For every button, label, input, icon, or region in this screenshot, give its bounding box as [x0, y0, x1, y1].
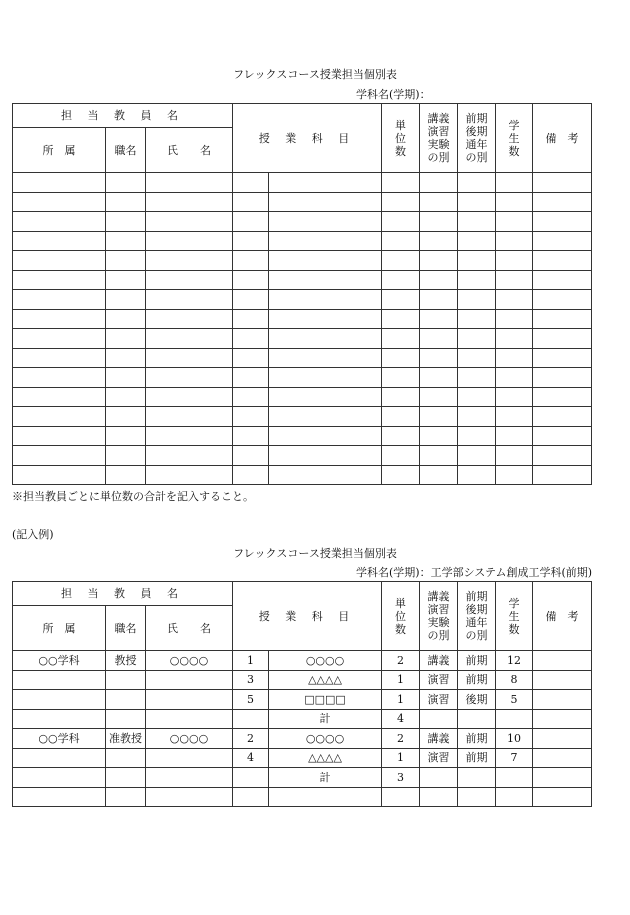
type-cell	[420, 709, 458, 729]
no-cell[interactable]	[233, 290, 269, 310]
term-cell[interactable]	[458, 446, 496, 466]
table-row	[13, 173, 592, 193]
table-row	[13, 446, 592, 466]
type-cell[interactable]	[420, 192, 458, 212]
affiliation-cell	[13, 787, 106, 807]
example-heading: (記入例)	[12, 528, 54, 541]
remarks-cell[interactable]	[533, 270, 592, 290]
rank-header: 職名	[106, 606, 146, 651]
subject-cell[interactable]	[269, 173, 382, 193]
name-cell[interactable]	[146, 212, 233, 232]
remarks-cell	[533, 787, 592, 807]
term-cell[interactable]	[458, 251, 496, 271]
no-cell: 5	[233, 690, 269, 710]
type-cell[interactable]	[420, 290, 458, 310]
rank-cell: 教授	[106, 651, 146, 671]
table-row	[13, 368, 592, 388]
rank-cell	[106, 748, 146, 768]
term-cell[interactable]	[458, 348, 496, 368]
table-row	[13, 426, 592, 446]
subject-cell[interactable]	[269, 192, 382, 212]
form-title: フレックスコース授業担当個別表	[233, 68, 397, 81]
table-row	[13, 309, 592, 329]
rank-cell[interactable]	[106, 270, 146, 290]
teacher-header: 担 当 教 員 名	[13, 104, 233, 128]
students-cell: 7	[496, 748, 533, 768]
table-row	[13, 709, 592, 729]
subject-cell[interactable]	[269, 270, 382, 290]
subject-cell[interactable]	[269, 465, 382, 485]
credits-cell[interactable]	[382, 192, 420, 212]
credits-cell: 2	[382, 651, 420, 671]
students-cell[interactable]	[496, 387, 533, 407]
no-cell: 4	[233, 748, 269, 768]
example-title: フレックスコース授業担当個別表	[233, 547, 397, 560]
subject-cell[interactable]	[269, 426, 382, 446]
affiliation-cell	[13, 768, 106, 788]
rank-cell	[106, 690, 146, 710]
name-cell	[146, 748, 233, 768]
affiliation-header: 所 属	[13, 606, 106, 651]
affiliation-cell	[13, 709, 106, 729]
name-cell[interactable]	[146, 368, 233, 388]
term-cell[interactable]	[458, 231, 496, 251]
credits-cell[interactable]	[382, 426, 420, 446]
rank-cell[interactable]	[106, 212, 146, 232]
remarks-header: 備 考	[533, 104, 592, 173]
subject-cell: ○○○○	[269, 651, 382, 671]
name-cell	[146, 690, 233, 710]
name-cell[interactable]	[146, 348, 233, 368]
no-cell[interactable]	[233, 173, 269, 193]
type-cell: 演習	[420, 748, 458, 768]
students-cell[interactable]	[496, 348, 533, 368]
remarks-cell[interactable]	[533, 387, 592, 407]
name-cell[interactable]	[146, 231, 233, 251]
remarks-cell[interactable]	[533, 251, 592, 271]
subject-cell	[269, 787, 382, 807]
example-table	[12, 581, 592, 807]
no-cell[interactable]	[233, 426, 269, 446]
term-cell[interactable]	[458, 173, 496, 193]
name-cell[interactable]	[146, 173, 233, 193]
no-cell[interactable]	[233, 309, 269, 329]
students-cell[interactable]	[496, 290, 533, 310]
credits-header: 単 位 数	[382, 582, 420, 651]
type-cell[interactable]	[420, 387, 458, 407]
credits-header: 単 位 数	[382, 104, 420, 173]
term-cell[interactable]	[458, 387, 496, 407]
term-cell[interactable]	[458, 270, 496, 290]
credits-cell[interactable]	[382, 309, 420, 329]
affiliation-header: 所 属	[13, 128, 106, 173]
term-cell: 前期	[458, 729, 496, 749]
rank-cell	[106, 670, 146, 690]
subject-cell[interactable]	[269, 387, 382, 407]
remarks-cell	[533, 670, 592, 690]
table-row	[13, 748, 592, 768]
term-cell[interactable]	[458, 212, 496, 232]
no-cell[interactable]	[233, 465, 269, 485]
name-cell[interactable]	[146, 446, 233, 466]
credits-cell[interactable]	[382, 446, 420, 466]
no-cell[interactable]	[233, 368, 269, 388]
table-row	[13, 465, 592, 485]
name-cell[interactable]	[146, 426, 233, 446]
type-cell	[420, 768, 458, 788]
affiliation-cell[interactable]	[13, 290, 106, 310]
affiliation-cell[interactable]	[13, 446, 106, 466]
credits-cell[interactable]	[382, 173, 420, 193]
students-cell: 5	[496, 690, 533, 710]
students-cell[interactable]	[496, 329, 533, 349]
name-cell	[146, 768, 233, 788]
name-cell[interactable]	[146, 192, 233, 212]
table-row	[13, 651, 592, 671]
rank-cell[interactable]	[106, 173, 146, 193]
subject-cell[interactable]	[269, 290, 382, 310]
remarks-cell[interactable]	[533, 309, 592, 329]
affiliation-cell	[13, 748, 106, 768]
subject-cell[interactable]	[269, 446, 382, 466]
header-row	[13, 104, 592, 128]
students-cell	[496, 787, 533, 807]
type-cell: 演習	[420, 690, 458, 710]
type-cell[interactable]	[420, 329, 458, 349]
affiliation-cell: ○○学科	[13, 651, 106, 671]
subject-cell: □□□□	[269, 690, 382, 710]
teacher-header: 担 当 教 員 名	[13, 582, 233, 606]
credits-cell[interactable]	[382, 251, 420, 271]
students-cell: 8	[496, 670, 533, 690]
table-row	[13, 251, 592, 271]
no-cell	[233, 768, 269, 788]
no-cell: 2	[233, 729, 269, 749]
remarks-cell[interactable]	[533, 407, 592, 427]
credits-cell[interactable]	[382, 329, 420, 349]
name-cell: ○○○○	[146, 729, 233, 749]
blank-form-table	[12, 103, 592, 485]
remarks-cell[interactable]	[533, 231, 592, 251]
no-cell: 3	[233, 670, 269, 690]
remarks-cell	[533, 729, 592, 749]
students-header: 学 生 数	[496, 104, 533, 173]
dept-label: 学科名(学期)：	[356, 88, 431, 101]
affiliation-cell[interactable]	[13, 329, 106, 349]
no-cell[interactable]	[233, 387, 269, 407]
no-cell[interactable]	[233, 407, 269, 427]
name-cell[interactable]	[146, 407, 233, 427]
affiliation-cell[interactable]	[13, 407, 106, 427]
table-row	[13, 212, 592, 232]
remarks-cell[interactable]	[533, 212, 592, 232]
subject-cell[interactable]	[269, 407, 382, 427]
students-header: 学 生 数	[496, 582, 533, 651]
rank-cell	[106, 768, 146, 788]
subject-header: 授 業 科 目	[233, 104, 382, 173]
students-cell[interactable]	[496, 309, 533, 329]
affiliation-cell[interactable]	[13, 348, 106, 368]
term-cell[interactable]	[458, 192, 496, 212]
type-cell[interactable]	[420, 426, 458, 446]
affiliation-cell[interactable]	[13, 231, 106, 251]
table-row	[13, 407, 592, 427]
rank-cell[interactable]	[106, 465, 146, 485]
students-cell[interactable]	[496, 446, 533, 466]
table-row	[13, 729, 592, 749]
credits-cell: 1	[382, 748, 420, 768]
rank-cell[interactable]	[106, 251, 146, 271]
credits-cell[interactable]	[382, 387, 420, 407]
no-cell[interactable]	[233, 348, 269, 368]
students-cell[interactable]	[496, 192, 533, 212]
rank-cell[interactable]	[106, 348, 146, 368]
credits-cell[interactable]	[382, 465, 420, 485]
subject-cell: 計	[269, 709, 382, 729]
students-cell[interactable]	[496, 270, 533, 290]
remarks-cell[interactable]	[533, 290, 592, 310]
no-cell	[233, 787, 269, 807]
name-header: 氏 名	[146, 606, 233, 651]
name-cell[interactable]	[146, 329, 233, 349]
affiliation-cell: ○○学科	[13, 729, 106, 749]
term-cell[interactable]	[458, 309, 496, 329]
affiliation-cell[interactable]	[13, 465, 106, 485]
affiliation-cell	[13, 670, 106, 690]
term-cell[interactable]	[458, 290, 496, 310]
remarks-header: 備 考	[533, 582, 592, 651]
remarks-cell	[533, 768, 592, 788]
affiliation-cell[interactable]	[13, 212, 106, 232]
term-cell: 前期	[458, 748, 496, 768]
table-row	[13, 768, 592, 788]
table-row	[13, 387, 592, 407]
students-cell[interactable]	[496, 251, 533, 271]
rank-cell[interactable]	[106, 446, 146, 466]
rank-cell[interactable]	[106, 407, 146, 427]
remarks-cell[interactable]	[533, 348, 592, 368]
rank-cell[interactable]	[106, 192, 146, 212]
remarks-cell	[533, 651, 592, 671]
no-cell: 1	[233, 651, 269, 671]
type-cell[interactable]	[420, 309, 458, 329]
note: ※担当教員ごとに単位数の合計を記入すること。	[12, 490, 254, 503]
remarks-cell[interactable]	[533, 426, 592, 446]
no-cell[interactable]	[233, 192, 269, 212]
subject-cell[interactable]	[269, 329, 382, 349]
table-row	[13, 348, 592, 368]
table-row	[13, 690, 592, 710]
subject-cell: 計	[269, 768, 382, 788]
term-cell: 後期	[458, 690, 496, 710]
subject-cell: ○○○○	[269, 729, 382, 749]
name-cell	[146, 709, 233, 729]
students-cell[interactable]	[496, 173, 533, 193]
term-header: 前期 後期 通年 の別	[458, 582, 496, 651]
remarks-cell	[533, 748, 592, 768]
rank-cell[interactable]	[106, 426, 146, 446]
rank-cell[interactable]	[106, 329, 146, 349]
header-row	[13, 582, 592, 606]
affiliation-cell[interactable]	[13, 309, 106, 329]
type-cell[interactable]	[420, 212, 458, 232]
term-cell[interactable]	[458, 407, 496, 427]
term-cell: 前期	[458, 651, 496, 671]
credits-cell: 2	[382, 729, 420, 749]
type-cell[interactable]	[420, 446, 458, 466]
table-row	[13, 670, 592, 690]
subject-cell: △△△△	[269, 748, 382, 768]
no-cell[interactable]	[233, 329, 269, 349]
table-row	[13, 231, 592, 251]
students-cell[interactable]	[496, 212, 533, 232]
name-cell	[146, 670, 233, 690]
credits-cell: 1	[382, 690, 420, 710]
rank-cell[interactable]	[106, 290, 146, 310]
no-cell[interactable]	[233, 270, 269, 290]
affiliation-cell[interactable]	[13, 270, 106, 290]
remarks-cell	[533, 709, 592, 729]
term-cell[interactable]	[458, 426, 496, 446]
type-cell: 演習	[420, 670, 458, 690]
type-cell: 講義	[420, 729, 458, 749]
no-cell[interactable]	[233, 446, 269, 466]
rank-header: 職名	[106, 128, 146, 173]
remarks-cell[interactable]	[533, 173, 592, 193]
term-cell: 前期	[458, 670, 496, 690]
type-cell[interactable]	[420, 465, 458, 485]
type-header: 講義 演習 実験 の別	[420, 104, 458, 173]
affiliation-cell[interactable]	[13, 426, 106, 446]
subject-cell[interactable]	[269, 212, 382, 232]
remarks-cell[interactable]	[533, 368, 592, 388]
type-cell[interactable]	[420, 251, 458, 271]
example-dept-label: 学科名(学期)：工学部システム創成工学科(前期)	[356, 566, 593, 579]
term-cell	[458, 709, 496, 729]
name-cell[interactable]	[146, 290, 233, 310]
name-cell[interactable]	[146, 309, 233, 329]
rank-cell: 准教授	[106, 729, 146, 749]
remarks-cell[interactable]	[533, 329, 592, 349]
type-cell	[420, 787, 458, 807]
name-cell[interactable]	[146, 465, 233, 485]
subject-cell: △△△△	[269, 670, 382, 690]
term-cell	[458, 768, 496, 788]
type-cell[interactable]	[420, 231, 458, 251]
remarks-cell[interactable]	[533, 446, 592, 466]
affiliation-cell[interactable]	[13, 368, 106, 388]
students-cell[interactable]	[496, 407, 533, 427]
type-cell[interactable]	[420, 270, 458, 290]
students-cell[interactable]	[496, 368, 533, 388]
type-cell: 講義	[420, 651, 458, 671]
credits-cell[interactable]	[382, 368, 420, 388]
rank-cell[interactable]	[106, 387, 146, 407]
subject-cell[interactable]	[269, 231, 382, 251]
name-cell	[146, 787, 233, 807]
students-cell: 12	[496, 651, 533, 671]
no-cell	[233, 709, 269, 729]
table-row	[13, 270, 592, 290]
term-cell[interactable]	[458, 465, 496, 485]
name-cell[interactable]	[146, 270, 233, 290]
remarks-cell	[533, 690, 592, 710]
name-cell: ○○○○	[146, 651, 233, 671]
name-cell[interactable]	[146, 251, 233, 271]
rank-cell[interactable]	[106, 231, 146, 251]
no-cell[interactable]	[233, 251, 269, 271]
students-cell[interactable]	[496, 465, 533, 485]
term-cell[interactable]	[458, 329, 496, 349]
students-cell[interactable]	[496, 426, 533, 446]
credits-cell[interactable]	[382, 231, 420, 251]
subject-cell[interactable]	[269, 251, 382, 271]
no-cell[interactable]	[233, 212, 269, 232]
credits-cell[interactable]	[382, 270, 420, 290]
term-cell	[458, 787, 496, 807]
name-cell[interactable]	[146, 387, 233, 407]
credits-cell[interactable]	[382, 348, 420, 368]
rank-cell[interactable]	[106, 368, 146, 388]
table-row	[13, 192, 592, 212]
credits-cell: 1	[382, 670, 420, 690]
credits-cell[interactable]	[382, 212, 420, 232]
credits-cell: 4	[382, 709, 420, 729]
table-row	[13, 787, 592, 807]
subject-header: 授 業 科 目	[233, 582, 382, 651]
type-cell[interactable]	[420, 368, 458, 388]
students-cell: 10	[496, 729, 533, 749]
remarks-cell[interactable]	[533, 192, 592, 212]
credits-cell[interactable]	[382, 290, 420, 310]
credits-cell	[382, 787, 420, 807]
credits-cell: 3	[382, 768, 420, 788]
rank-cell	[106, 709, 146, 729]
subject-cell[interactable]	[269, 309, 382, 329]
subject-cell[interactable]	[269, 368, 382, 388]
rank-cell[interactable]	[106, 309, 146, 329]
term-cell[interactable]	[458, 368, 496, 388]
affiliation-cell[interactable]	[13, 173, 106, 193]
no-cell[interactable]	[233, 231, 269, 251]
type-cell[interactable]	[420, 173, 458, 193]
credits-cell[interactable]	[382, 407, 420, 427]
affiliation-cell[interactable]	[13, 251, 106, 271]
students-cell	[496, 768, 533, 788]
type-cell[interactable]	[420, 348, 458, 368]
name-header: 氏 名	[146, 128, 233, 173]
rank-cell	[106, 787, 146, 807]
table-row	[13, 290, 592, 310]
remarks-cell[interactable]	[533, 465, 592, 485]
affiliation-cell[interactable]	[13, 192, 106, 212]
type-cell[interactable]	[420, 407, 458, 427]
affiliation-cell[interactable]	[13, 387, 106, 407]
students-cell	[496, 709, 533, 729]
table-row	[13, 329, 592, 349]
subject-cell[interactable]	[269, 348, 382, 368]
students-cell[interactable]	[496, 231, 533, 251]
affiliation-cell	[13, 690, 106, 710]
term-header: 前期 後期 通年 の別	[458, 104, 496, 173]
type-header: 講義 演習 実験 の別	[420, 582, 458, 651]
